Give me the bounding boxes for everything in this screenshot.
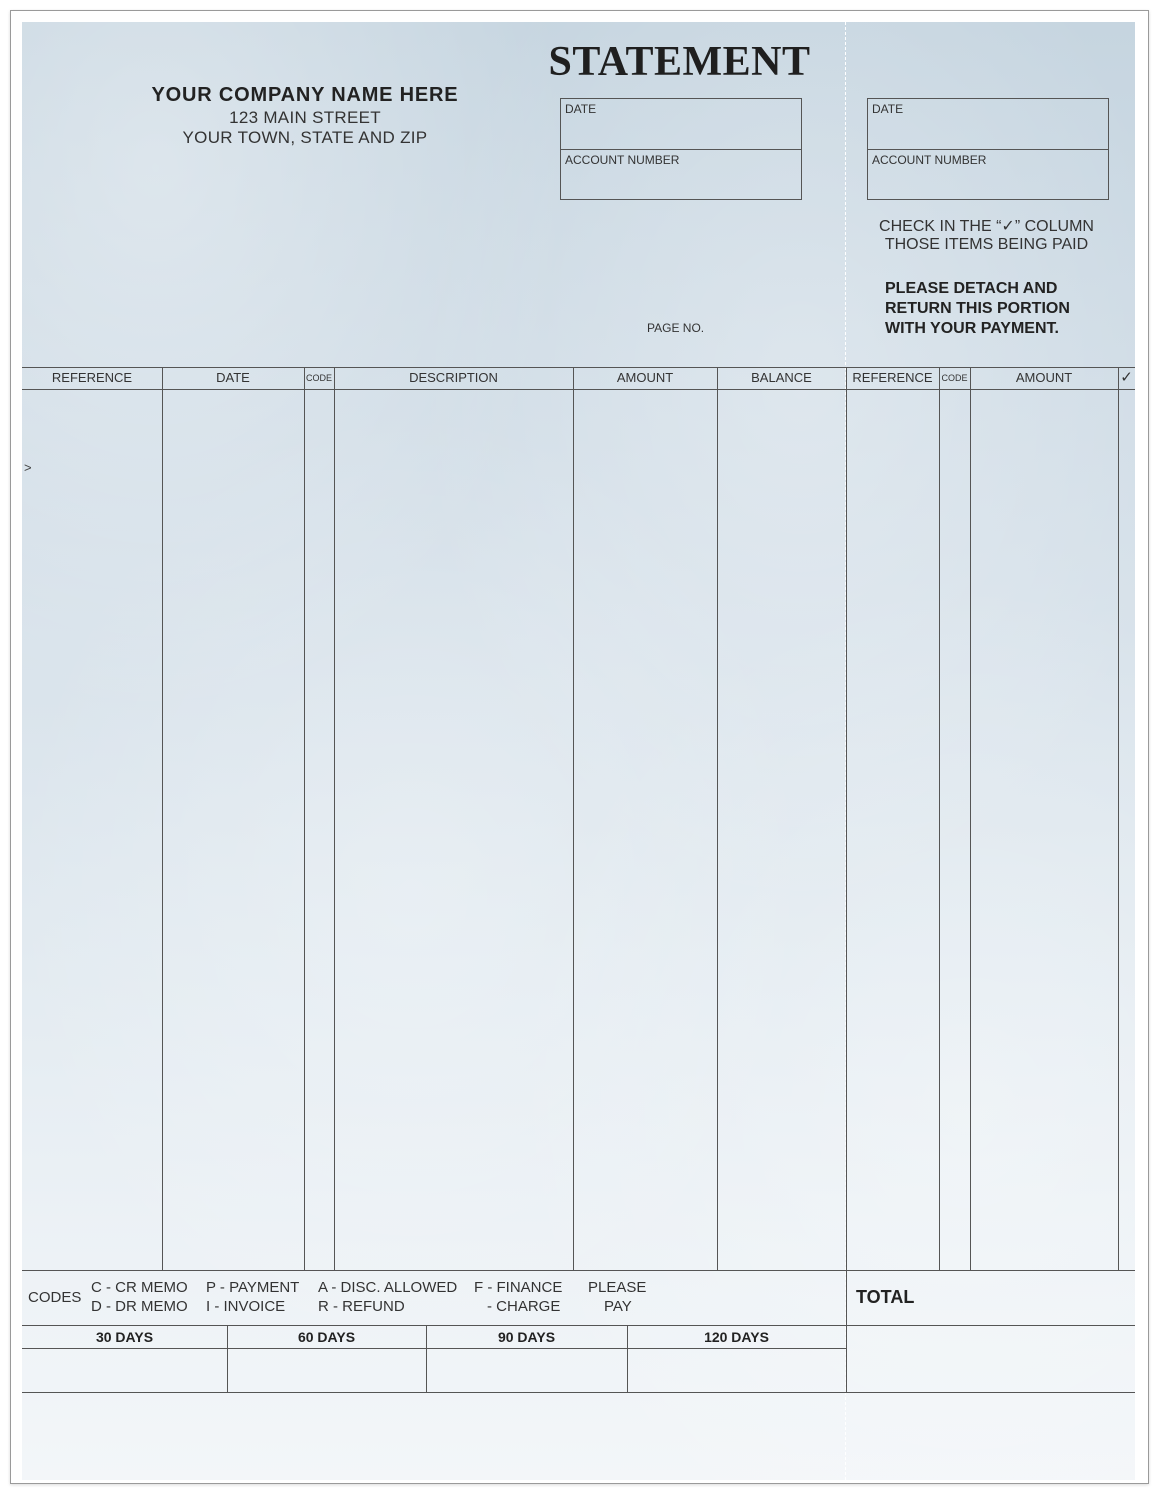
total-field[interactable] (847, 1271, 1135, 1325)
please-pay-line1: PLEASE (588, 1279, 647, 1296)
code-f-charge: - CHARGE (487, 1298, 561, 1315)
code-c: C - CR MEMO (91, 1279, 188, 1296)
company-street: 123 MAIN STREET (229, 108, 381, 127)
col-divider (846, 367, 847, 1393)
check-instruction-line1: CHECK IN THE “✓” COLUMN (879, 218, 1094, 235)
aging-120-value-field[interactable] (627, 1349, 846, 1392)
row-marker: > (24, 460, 32, 475)
header-stub-code: CODE (941, 373, 968, 383)
header-check-mark: ✓ (1120, 369, 1133, 386)
left-account-label: ACCOUNT NUMBER (565, 153, 680, 167)
left-account-field[interactable] (561, 149, 801, 200)
right-date-field[interactable] (868, 99, 1108, 149)
code-d: D - DR MEMO (91, 1298, 188, 1315)
code-f: F - FINANCE (474, 1279, 563, 1296)
col-divider (573, 367, 574, 1270)
aging-top-rule (22, 1325, 1135, 1326)
right-account-field[interactable] (868, 149, 1108, 200)
detach-instruction-line3: WITH YOUR PAYMENT. (885, 320, 1059, 337)
col-divider (717, 367, 718, 1270)
aging-90-value-field[interactable] (426, 1349, 627, 1392)
please-pay-line2: PAY (604, 1298, 632, 1315)
total-label: TOTAL (856, 1287, 915, 1307)
header-amount: AMOUNT (616, 370, 674, 385)
aging-60-days: 60 DAYS (297, 1329, 356, 1345)
left-date-label: DATE (565, 102, 597, 116)
aging-30-days: 30 DAYS (95, 1329, 154, 1345)
code-r: R - REFUND (318, 1298, 405, 1315)
company-name: YOUR COMPANY NAME HERE (151, 84, 459, 106)
aging-bottom-rule (22, 1392, 1135, 1393)
col-divider (304, 367, 305, 1270)
header-stub-amount: AMOUNT (1015, 370, 1073, 385)
company-city: YOUR TOWN, STATE AND ZIP (182, 128, 428, 147)
page-no-label: PAGE NO. (647, 321, 705, 335)
col-divider (162, 367, 163, 1270)
header-stub-reference: REFERENCE (852, 370, 933, 385)
page-title: STATEMENT (548, 39, 811, 85)
code-a: A - DISC. ALLOWED (318, 1279, 458, 1296)
right-info-box (867, 98, 1109, 200)
left-info-box (560, 98, 802, 200)
detach-instruction-line2: RETURN THIS PORTION (885, 300, 1070, 317)
right-account-label: ACCOUNT NUMBER (872, 153, 987, 167)
left-date-field[interactable] (561, 99, 801, 149)
col-divider (939, 367, 940, 1270)
codes-label: CODES (28, 1289, 82, 1306)
check-instruction-line2: THOSE ITEMS BEING PAID (884, 236, 1089, 253)
right-date-label: DATE (872, 102, 904, 116)
aging-30-value-field[interactable] (22, 1349, 227, 1392)
statement-form (22, 22, 1135, 1480)
header-reference: REFERENCE (51, 370, 133, 385)
aging-120-days: 120 DAYS (704, 1329, 769, 1345)
col-divider (970, 367, 971, 1270)
col-divider (1118, 367, 1119, 1270)
code-p: P - PAYMENT (206, 1279, 300, 1296)
header-balance: BALANCE (751, 370, 812, 385)
code-i: I - INVOICE (206, 1298, 286, 1315)
header-description: DESCRIPTION (409, 370, 498, 385)
table-header-rule (22, 389, 1135, 390)
col-divider (334, 367, 335, 1270)
aging-60-value-field[interactable] (227, 1349, 426, 1392)
header-date: DATE (216, 370, 250, 385)
detach-instruction-line1: PLEASE DETACH AND (885, 280, 1058, 297)
header-code: CODE (305, 373, 332, 383)
aging-90-days: 90 DAYS (497, 1329, 556, 1345)
